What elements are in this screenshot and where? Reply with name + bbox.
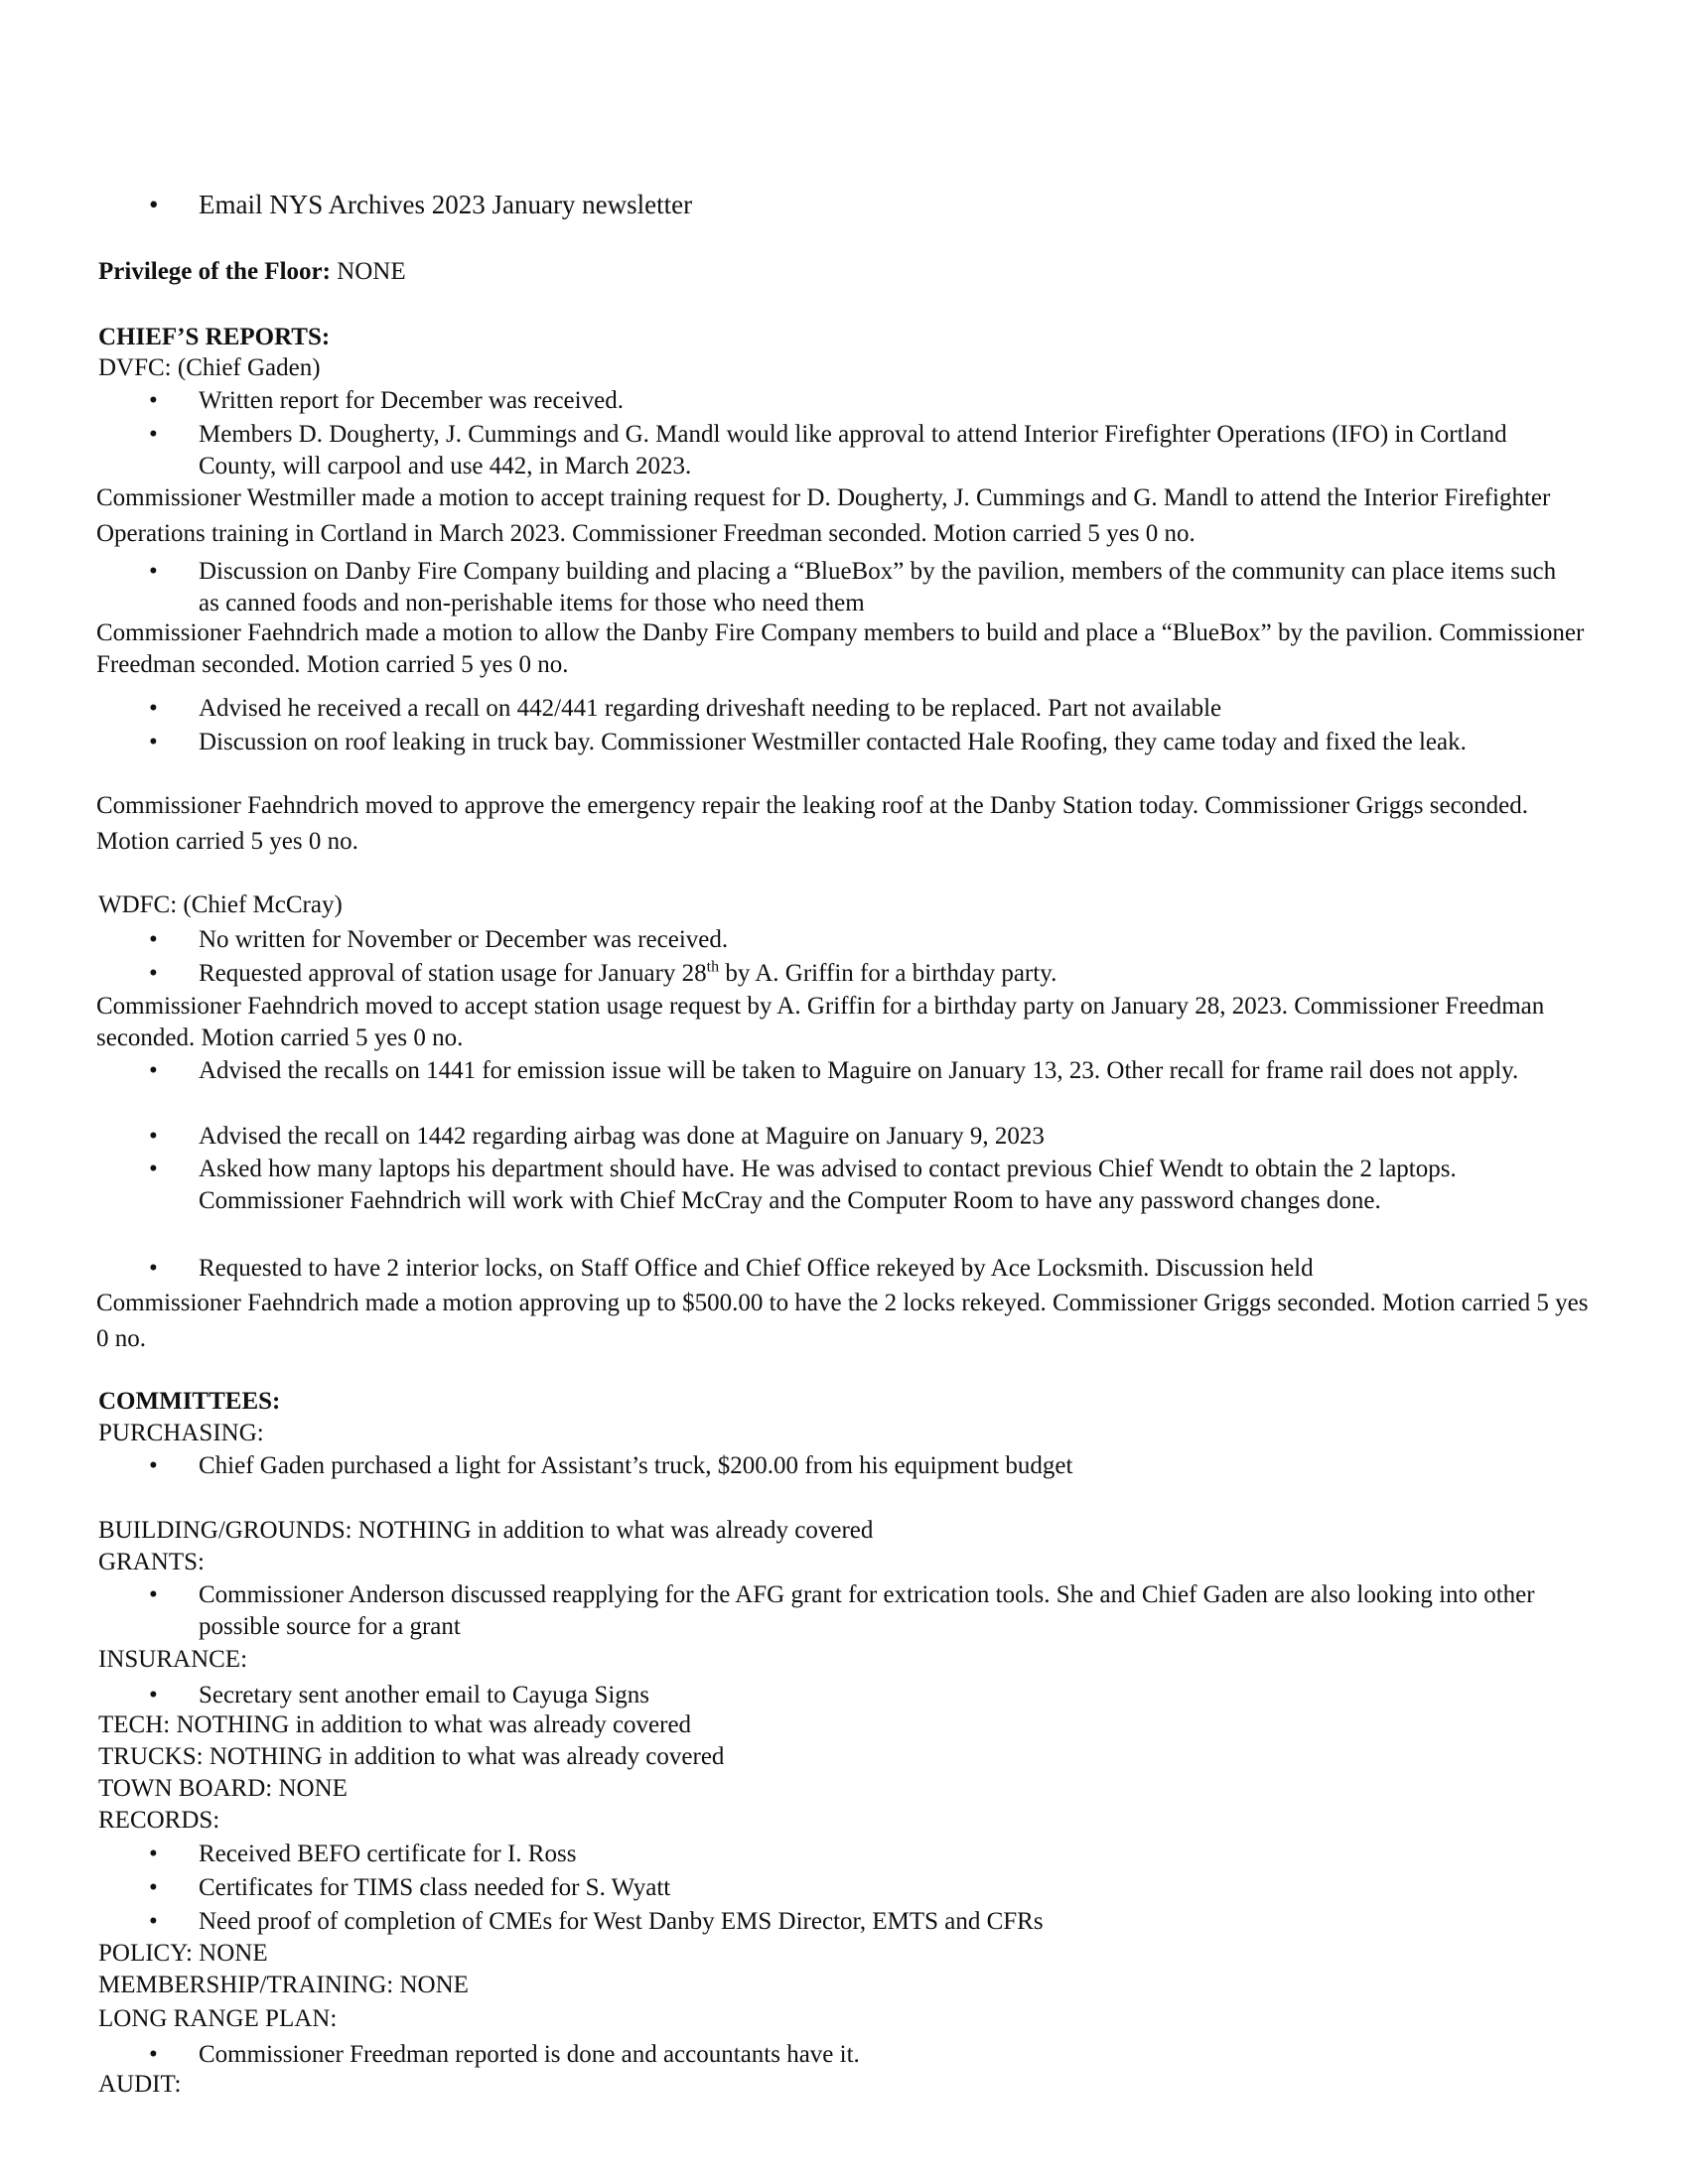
membership-line: MEMBERSHIP/TRAINING: NONE [98,1972,469,1998]
bullet-item [149,419,1579,482]
list-item-text: • Need proof of completion of CMEs for West Danby EMS Director, EMTS and CFRs [199,1908,1044,1935]
bullet-item [149,189,1579,220]
list-item-text: • Commissioner Anderson discussed reapplying for the AFG grant for extrication tools. She and Chief Gaden are also looking into other possible source for a grant [199,1581,1535,1640]
list-item-text: • Email NYS Archives 2023 January newsletter [199,190,693,219]
privilege-label: Privilege of the Floor: [98,258,331,285]
ordinal-suffix: th [706,958,720,976]
audit-label: AUDIT: [98,2071,182,2098]
list-item-text: • Advised the recall on 1442 regarding airbag was done at Maguire on January 9, 2023 [199,1123,1045,1150]
bullet-item [149,924,1579,956]
list-item-text: • Asked how many laptops his department should have. He was advised to contact previous Chief Wendt to obtain the 2 laptops. Commissioner Faehndrich will work with Chief McCray and the Computer Room to have any password changes done. [199,1156,1457,1214]
tech-line: TECH: NOTHING in addition to what was already covered [98,1711,692,1738]
trucks-line: TRUCKS: NOTHING in addition to what was already covered [98,1743,725,1770]
motion-paragraph: Commissioner Faehndrich moved to accept station usage request by A. Griffin for a birthday party on January 28, 2023. Commissioner Freedman seconded. Motion carried 5 yes 0 no. [96,993,1545,1051]
list-item-text: • Received BEFO certificate for I. Ross [199,1841,577,1867]
bullet-item [149,1055,1579,1087]
bullet-item [149,1121,1579,1153]
chiefs-reports-heading: CHIEF’S REPORTS: [98,324,331,350]
bullet-item [149,727,1579,758]
bullet-item [149,693,1579,725]
list-item-text: • Commissioner Freedman reported is done and accountants have it. [199,2041,860,2068]
bullet-item [149,1450,1579,1482]
records-label: RECORDS: [98,1807,220,1834]
bullet-item [149,1906,1579,1938]
bullet-item [149,2039,1579,2071]
list-item-text-part: Requested approval of station usage for January 28 [199,960,707,987]
grants-label: GRANTS: [98,1549,205,1575]
dvfc-label: DVFC: (Chief Gaden) [98,354,321,381]
list-item-text: • No written for November or December was received. [199,926,729,953]
list-item-text [199,958,1579,990]
list-item-text: • Advised he received a recall on 442/441 regarding driveshaft needing to be replaced. Part not available [199,695,1222,722]
list-item-text: • Written report for December was received. [199,387,624,414]
privilege-of-floor [98,256,406,288]
insurance-label: INSURANCE: [98,1646,248,1673]
bullet-item [149,958,1579,990]
list-item-text: • Certificates for TIMS class needed for S. Wyatt [199,1874,671,1901]
long-range-label: LONG RANGE PLAN: [98,2005,338,2032]
list-item-text: • Members D. Dougherty, J. Cummings and G. Mandl would like approval to attend Interior Firefighter Operations (IFO) in Cortland County, will carpool and use 442, in March 2023. [199,421,1507,479]
motion-paragraph: Commissioner Faehndrich made a motion to allow the Danby Fire Company members to build and place a “BlueBox” by the pavilion. Commissioner Freedman seconded. Motion carried 5 yes 0 no. [96,619,1585,678]
list-item-text: • Discussion on roof leaking in truck bay. Commissioner Westmiller contacted Hale Roofing, they came today and fixed the leak. [199,729,1467,755]
bullet-item [149,1680,1579,1711]
town-board-line: TOWN BOARD: NONE [98,1775,348,1802]
bullet-item [149,556,1579,619]
bullet-item [149,385,1579,417]
bullet-item [149,1872,1579,1904]
motion-paragraph: Commissioner Faehndrich moved to approve the emergency repair the leaking roof at the Danby Station today. Commissioner Griggs seconded. Motion carried 5 yes 0 no. [96,792,1529,855]
bullet-item [149,1579,1579,1643]
list-item-text: • Chief Gaden purchased a light for Assistant’s truck, $200.00 from his equipment budget [199,1452,1073,1479]
bullet-item [149,1154,1579,1217]
list-item-text: • Secretary sent another email to Cayuga Signs [199,1682,650,1708]
wdfc-label: WDFC: (Chief McCray) [98,891,343,918]
bullet-item [149,1839,1579,1870]
bullet-item [149,1253,1579,1285]
building-grounds: BUILDING/GROUNDS: NOTHING in addition to what was already covered [98,1517,874,1544]
purchasing-label: PURCHASING: [98,1420,264,1446]
committees-heading: COMMITTEES: [98,1388,281,1415]
list-item-text: • Discussion on Danby Fire Company building and placing a “BlueBox” by the pavilion, members of the community can place items such as canned foods and non-perishable items for those who need them [199,558,1557,616]
motion-paragraph: Commissioner Faehndrich made a motion approving up to $500.00 to have the 2 locks rekeyed. Commissioner Griggs seconded. Motion carried 5 yes 0 no. [96,1290,1589,1352]
policy-line: POLICY: NONE [98,1940,268,1967]
list-item-text-part: by A. Griffin for a birthday party. [719,960,1057,987]
list-item-text: • Advised the recalls on 1441 for emission issue will be taken to Maguire on January 13, 23. Other recall for frame rail does not apply. [199,1057,1519,1084]
list-item-text: • Requested to have 2 interior locks, on Staff Office and Chief Office rekeyed by Ace Locksmith. Discussion held [199,1255,1314,1282]
privilege-value: NONE [330,258,406,285]
motion-paragraph: Commissioner Westmiller made a motion to accept training request for D. Dougherty, J. Cummings and G. Mandl to attend the Interior Firefighter Operations training in Cortland in March 2023. Commissioner Freedman seconded. Motion carried 5 yes 0 no. [96,484,1551,547]
